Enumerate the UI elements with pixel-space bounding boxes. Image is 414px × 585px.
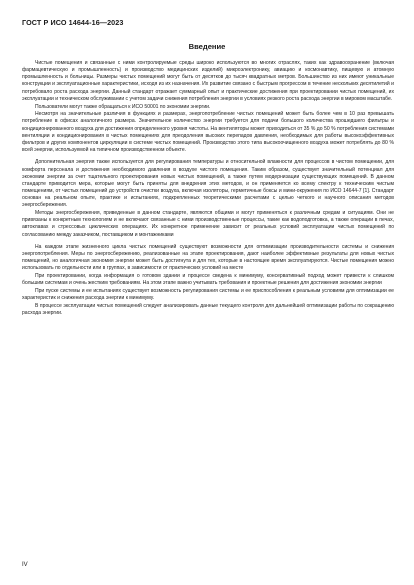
paragraph: В процессе эксплуатации чистых помещений следует анализировать данные текущего контроля для дальнейшей оптимизации работы по сокращению расхода энергии. bbox=[22, 302, 394, 317]
standard-code: ГОСТ Р ИСО 14644-16—2023 bbox=[22, 18, 124, 27]
paragraph: Чистые помещения и связанные с ними контролируемые среды широко используются во многих отраслях, таких как здравоохранение (включая фармацевтическую и промышленность) и производство медицинских изделий) микроэлектронику, авиацию и космонавтику, пищевую и атомную промышленность и больницы. Размеры чистых помещений могут быть от десятков до тысяч квадратных метров. Большинство из них имеют уникальные конструкции и эксплуатационные характеристики, исходя из их назначения. Их развитие связано с быстрым прогрессом в течение нескольких десятилетий и потребовало роста расхода энергии. Данный стандарт отражает суммарный опыт и практические достижения при проектировании чистых помещений, их эксплуатации и техническом обслуживании с учетом задачи снижения потребления энергии в условиях резкого роста расхода энергии в мировом масштабе. bbox=[22, 60, 394, 102]
paragraph: Дополнительная энергия также используется для регулирования температуры и относительной влажности для процессов в чистом помещении, для комфорта персонала и достижения необходимого давления в воздухе чистого помещения. Таким образом, существует значительный потенциал для экономии энергии за счет тщательного проектирования новых чистых помещений, а также путем модернизации существующих помещений. В данном стандарте приводится мера, которые могут быть приняты для внедрения этих методов, и он применяется ко всему спектру к техническим чистым помещениям, от чистых помещений до устройств очистки воздуха, включая изоляторы, герметичные боксы и мини-окружения по ИСО 14644-7 [1]. Стандарт основан на реальном опыте, практике и испытаниях, подкрепленных теоретическими расчетами с целью четкого и научного описания методов энергосбережения. bbox=[22, 159, 394, 209]
paragraph: При проектировании, когда информация о готовом здании и процессе сведена к минимуму, консервативный подход может привести к слишком большим системам и очень жестким требованиям. На этом этапе важно учитывать требования и проектные решения для достижения экономии энергии bbox=[22, 273, 394, 287]
section-heading: Введение bbox=[188, 42, 226, 51]
page-number: IV bbox=[22, 562, 28, 568]
paragraph: Пользователи могут также обращаться к ИСО 50001 по экономии энергии. bbox=[35, 103, 211, 110]
paragraph: При пуске системы и ее испытаниях существует возможность регулирования системы и ее приспособления к реальным условиям для оптимизации ее характеристик и снижения расхода энергии к минимуму. bbox=[22, 288, 394, 302]
document-body bbox=[22, 60, 394, 318]
paragraph: На каждом этапе жизненного цикла чистых помещений существуют возможности для оптимизации производительности системы и снижения энергопотребления. Меры по энергосбережению, реализованные на этапе проектирования, дают наиболее эффективные результаты для новых чистых помещений, но аналогичная экономия энергии может быть достигнута и для тех, которые в настоящее время эксплуатируются. Чистые помещения можно использовать по отдельности или в группах, в зависимости от практических условий на месте bbox=[22, 243, 394, 272]
paragraph: Несмотря на значительные различия в функциях и размерах, энергопотребление чистых помещений может быть более чем в 10 раз превышать потребление в офисах аналогичного размера. Значительное количество энергии требуется для подачи большого количества прошедшего фильтры и кондиционированного воздуха для достижения определенного уровня чистоты. На вентиляторы может приходиться от 35 % до 50 % потребления системами вентиляции и кондиционирования в чистых помещениях для преодоления высоких перепадов давления, необходимых для работы высокоэффективных фильтров и других компонентов циркуляции в системе чистых помещений. Производство этого типа высокоочищенного воздуха может потреблять до 80 % всей энергии, используемой на типичном производственном объекте. bbox=[22, 111, 394, 154]
paragraph: Методы энергосбережения, приведенные в данном стандарте, являются общими и могут применяться к различным средам и ситуациям. Они не привязаны к конкретным технологиям и не включают связанные с ними производственные процессы, такие как водоподготовка, а также операции в печах, автоклавах и стрессовых циклических операциях. Их конкретное применение зависит от реальных условий эксплуатации чистых помещений по согласованию между заказчиком, поставщиком и монтажниками bbox=[22, 210, 394, 238]
